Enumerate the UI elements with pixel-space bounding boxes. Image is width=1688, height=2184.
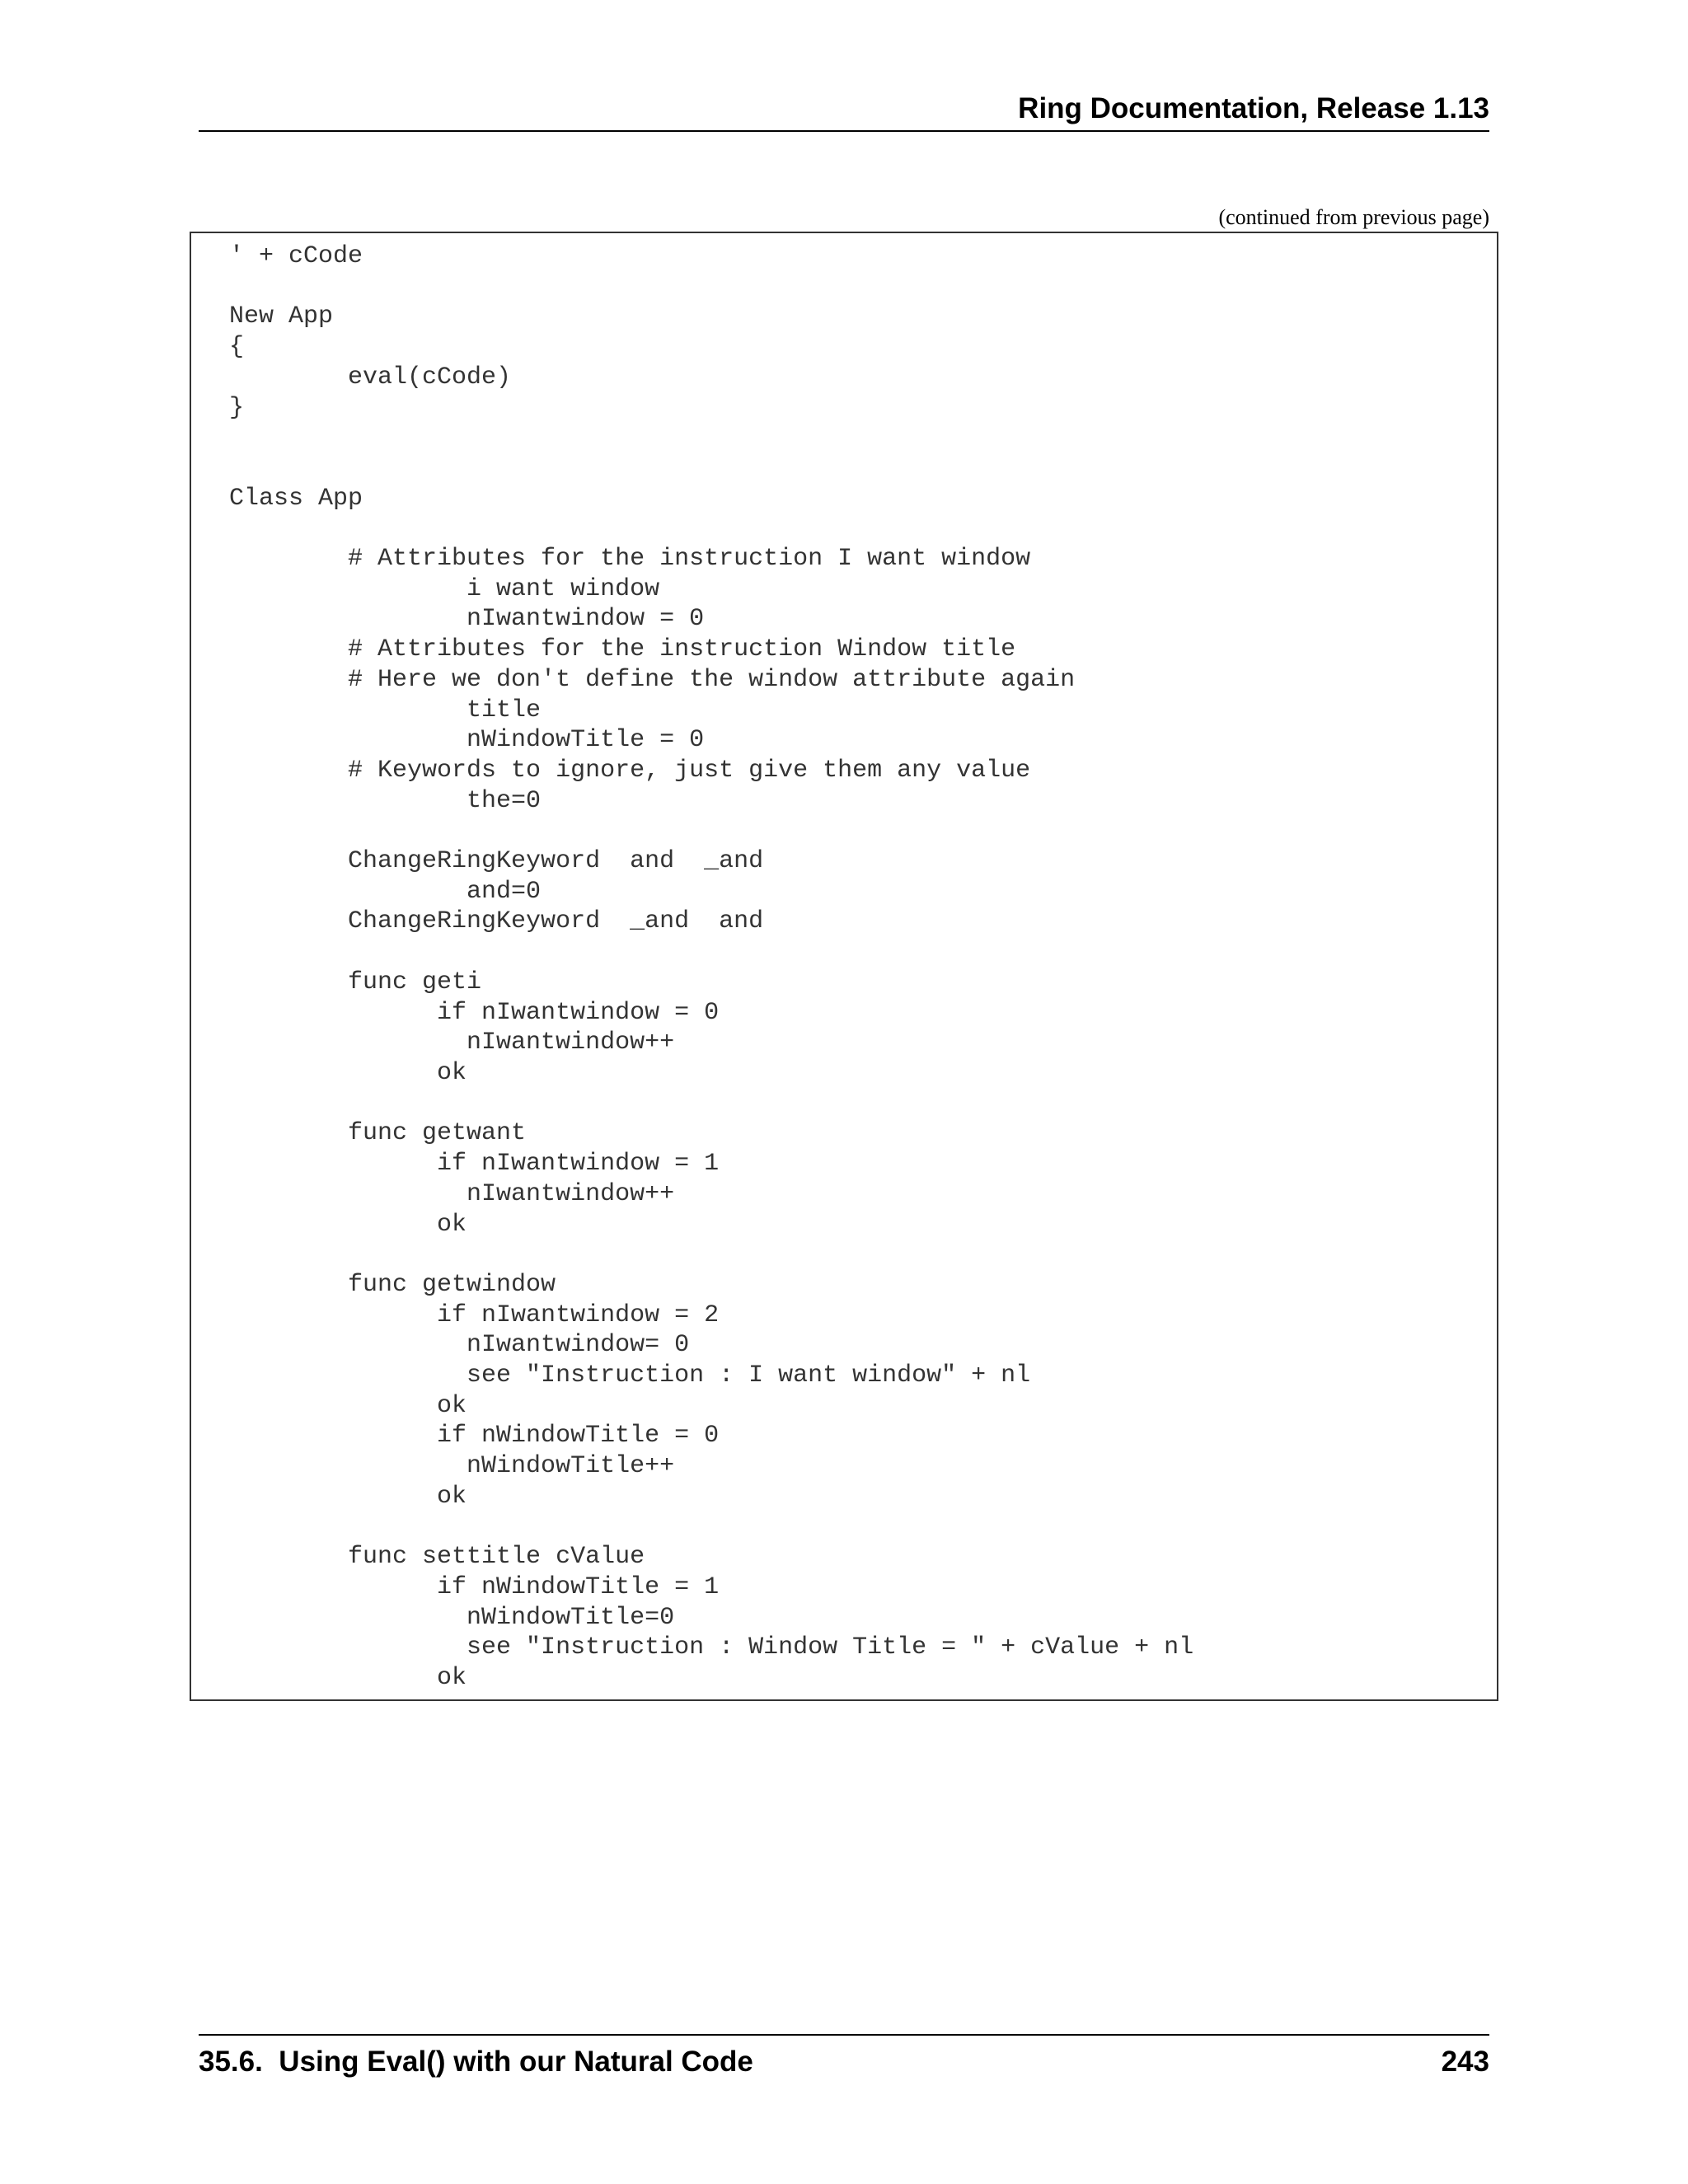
page-footer	[199, 2034, 1489, 2085]
section-title: 35.6. Using Eval() with our Natural Code	[199, 2046, 753, 2078]
document-title: Ring Documentation, Release 1.13	[1018, 92, 1489, 124]
page-header	[199, 91, 1489, 132]
page-number: 243	[1441, 2046, 1489, 2078]
code-text: ' + cCode New App { eval(cCode) } Class App # Attributes for the instruction I want window i want window nIwantwindow = 0 # Attributes for the instruction Window title # Here we don't define the window attribute again title nWindowTitle = 0 # Keywords to ignore, just give them any value the=0 ChangeRingKeyword and _and and=0 ChangeRingKeyword _and and func geti if nIwantwindow = 0 nIwantwindow++ ok func getwant if nIwantwindow = 1 nIwantwindow++ ok func getwindow if nIwantwindow = 2 nIwantwindow= 0 see "Instruction : I want window" + nl ok if nWindowTitle = 0 nWindowTitle++ ok func settitle cValue if nWindowTitle = 1 nWindowTitle=0 see "Instruction : Window Title = " + cValue + nl ok	[229, 242, 1194, 1693]
code-block	[190, 232, 1498, 1701]
continuation-note: (continued from previous page)	[1218, 205, 1489, 229]
